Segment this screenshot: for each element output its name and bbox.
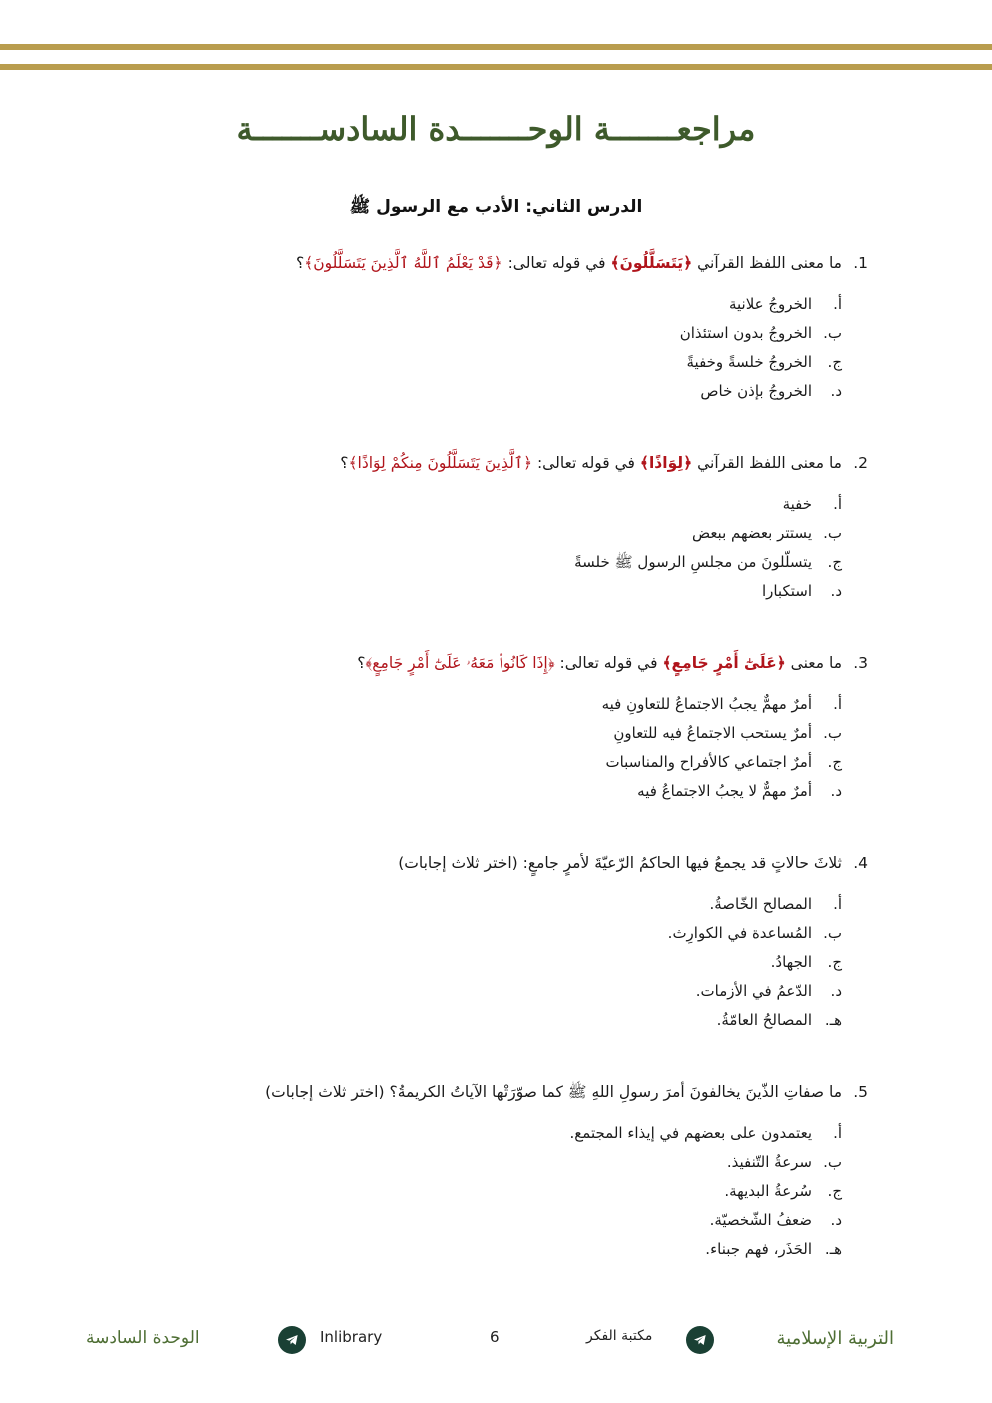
option-letter: أ. — [833, 1124, 842, 1142]
question-text: ما معنى اللفظ القرآني — [692, 254, 842, 272]
option-text: المصالح الخّاصةُ. — [709, 895, 812, 913]
options-list — [124, 690, 842, 806]
questions-list — [124, 250, 868, 1308]
page-number: 6 — [490, 1328, 500, 1346]
option-text: الخروجُ علانية — [728, 295, 812, 313]
option-text: خفية — [782, 495, 812, 513]
footer-library-link[interactable]: Inlibrary — [320, 1328, 383, 1346]
question-5 — [124, 1079, 868, 1264]
option-letter: ب. — [823, 924, 842, 942]
option-text: استكبارا — [761, 582, 812, 600]
option-text: الخروجُ بإذن خاص — [700, 382, 812, 400]
top-gold-band-secondary — [0, 64, 992, 70]
question-text: ما معنى — [785, 654, 842, 672]
option-text: الخروجُ خلسةً وخفيةً — [686, 353, 812, 371]
option-letter: أ. — [833, 895, 842, 913]
footer-unit: الوحدة السادسة — [86, 1328, 200, 1348]
question-1 — [124, 250, 868, 406]
option-text: سُرعةُ البديهة. — [724, 1182, 812, 1200]
option-text: الخروجُ بدون استئذان — [679, 324, 812, 342]
option-letter: ب. — [823, 524, 842, 542]
option-letter: ب. — [823, 324, 842, 342]
option-item[interactable] — [124, 690, 842, 719]
option-letter: د. — [830, 582, 842, 600]
question-3 — [124, 650, 868, 806]
question-2 — [124, 450, 868, 606]
option-text: أمرٌ مهمٌّ لا يجبُ الاجتماعُ فيه — [637, 782, 812, 800]
question-number: 1. — [853, 254, 868, 272]
option-item[interactable] — [124, 1235, 842, 1264]
option-text: ضعفُ الشّخصيّة. — [709, 1211, 812, 1229]
option-letter: ج. — [827, 953, 842, 971]
option-letter: ب. — [823, 1153, 842, 1171]
question-mark: ؟ — [357, 654, 366, 672]
option-item[interactable] — [124, 519, 842, 548]
telegram-icon[interactable] — [278, 1326, 306, 1354]
quran-word: ﴿عَلَىٰٓ أَمْرٍ جَامِعٍ﴾ — [662, 654, 786, 672]
page-footer — [0, 1322, 992, 1362]
option-item[interactable] — [124, 1148, 842, 1177]
option-text: الحَذَر، فهم جبناء. — [705, 1240, 812, 1258]
question-2-stem — [124, 450, 868, 476]
option-item[interactable] — [124, 348, 842, 377]
option-item[interactable] — [124, 1206, 842, 1235]
option-text: المصالحُ العامّةُ. — [716, 1011, 812, 1029]
top-gold-band — [0, 44, 992, 50]
option-letter: هـ. — [824, 1011, 842, 1029]
option-letter: د. — [830, 382, 842, 400]
option-text: الدّعمُ في الأزمات. — [695, 982, 812, 1000]
option-item[interactable] — [124, 777, 842, 806]
question-text: ما صفاتِ الذّينَ يخالفونَ أمرَ رسولِ اللهِ ﷺ كما صوّرَتْها الآياتُ الكريمةُ؟ (اختر ثلاث إجابات) — [265, 1083, 842, 1101]
footer-maktaba: مكتبة الفكر — [586, 1328, 653, 1344]
option-text: أمرٌ اجتماعي كالأفراح والمناسبات — [605, 753, 812, 771]
question-number: 3. — [853, 654, 868, 672]
option-item[interactable] — [124, 977, 842, 1006]
quran-word: ﴿لِوَاذًا﴾ — [639, 454, 693, 472]
quran-verse: ﴿قَدْ يَعْلَمُ ٱللَّهُ ٱلَّذِينَ يَتَسَلَّلُونَ﴾ — [304, 254, 503, 272]
quran-verse: ﴿ٱلَّذِينَ يَتَسَلَّلُونَ مِنكُمْ لِوَاذًا﴾ — [348, 454, 533, 472]
option-item[interactable] — [124, 719, 842, 748]
option-item[interactable] — [124, 890, 842, 919]
lesson-title: الدرس الثاني: الأدب مع الرسول ﷺ — [349, 197, 643, 217]
option-text: يستتر بعضهم ببعض — [691, 524, 812, 542]
options-list — [124, 890, 842, 1035]
option-item[interactable] — [124, 377, 842, 406]
option-letter: د. — [830, 782, 842, 800]
question-number: 5. — [853, 1083, 868, 1101]
options-list — [124, 290, 842, 406]
option-item[interactable] — [124, 1177, 842, 1206]
question-mark: ؟ — [340, 454, 349, 472]
option-text: سرعةُ التّنفيذ. — [726, 1153, 812, 1171]
quran-verse: ﴿إِذَا كَانُوا۟ مَعَهُۥ عَلَىٰٓ أَمْرٍ جَامِعٍ﴾ — [365, 654, 555, 672]
option-letter: ج. — [827, 1182, 842, 1200]
option-letter: أ. — [833, 295, 842, 313]
option-letter: ج. — [827, 353, 842, 371]
option-letter: هـ. — [824, 1240, 842, 1258]
option-text: المُساعدة في الكوارِث. — [667, 924, 812, 942]
question-1-stem — [124, 250, 868, 276]
question-5-stem — [124, 1079, 868, 1105]
option-item[interactable] — [124, 1119, 842, 1148]
option-item[interactable] — [124, 490, 842, 519]
option-letter: أ. — [833, 695, 842, 713]
option-item[interactable] — [124, 577, 842, 606]
options-list — [124, 490, 842, 606]
question-mark: ؟ — [295, 254, 305, 272]
option-letter: أ. — [833, 495, 842, 513]
question-number: 4. — [853, 854, 868, 872]
question-4-stem — [124, 850, 868, 876]
option-text: أمرٌ يستحب الاجتماعُ فيه للتعاونِ — [613, 724, 812, 742]
quran-word: ﴿يَتَسَلَّلُونَ﴾ — [610, 254, 693, 272]
question-4 — [124, 850, 868, 1035]
option-item[interactable] — [124, 319, 842, 348]
options-list — [124, 1119, 842, 1264]
option-text: أمرٌ مهمٌّ يجبُ الاجتماعُ للتعاونِ فيه — [601, 695, 812, 713]
option-item[interactable] — [124, 748, 842, 777]
option-letter: ج. — [827, 553, 842, 571]
telegram-icon[interactable] — [686, 1326, 714, 1354]
option-item[interactable] — [124, 1006, 842, 1035]
question-number: 2. — [853, 454, 868, 472]
option-letter: د. — [830, 1211, 842, 1229]
option-item[interactable] — [124, 919, 842, 948]
footer-subject: التربية الإسلامية — [776, 1328, 894, 1349]
page-title: مراجعـــــــة الوحـــــــدة السادســـــــة — [236, 110, 756, 148]
option-letter: ب. — [823, 724, 842, 742]
option-text: يتسلّلونَ من مجلسِ الرسول ﷺ خلسةً — [574, 553, 812, 571]
option-text: يعتمدون على بعضهم في إيذاء المجتمع. — [569, 1124, 812, 1142]
option-item[interactable] — [124, 548, 842, 577]
question-connector: في قوله تعالى: — [532, 454, 640, 472]
question-text: ثلاثَ حالاتٍ قد يجمعُ فيها الحاكمُ الرّعيّةَ لأمرٍ جامعٍ: (اختر ثلاث إجابات) — [398, 854, 842, 872]
option-item[interactable] — [124, 948, 842, 977]
question-connector: في قوله تعالى: — [554, 654, 663, 672]
question-text: ما معنى اللفظ القرآني — [692, 454, 842, 472]
option-item[interactable] — [124, 290, 842, 319]
option-letter: ج. — [827, 753, 842, 771]
option-letter: د. — [830, 982, 842, 1000]
question-connector: في قوله تعالى: — [502, 254, 611, 272]
question-3-stem — [124, 650, 868, 676]
option-text: الجهادُ. — [770, 953, 812, 971]
